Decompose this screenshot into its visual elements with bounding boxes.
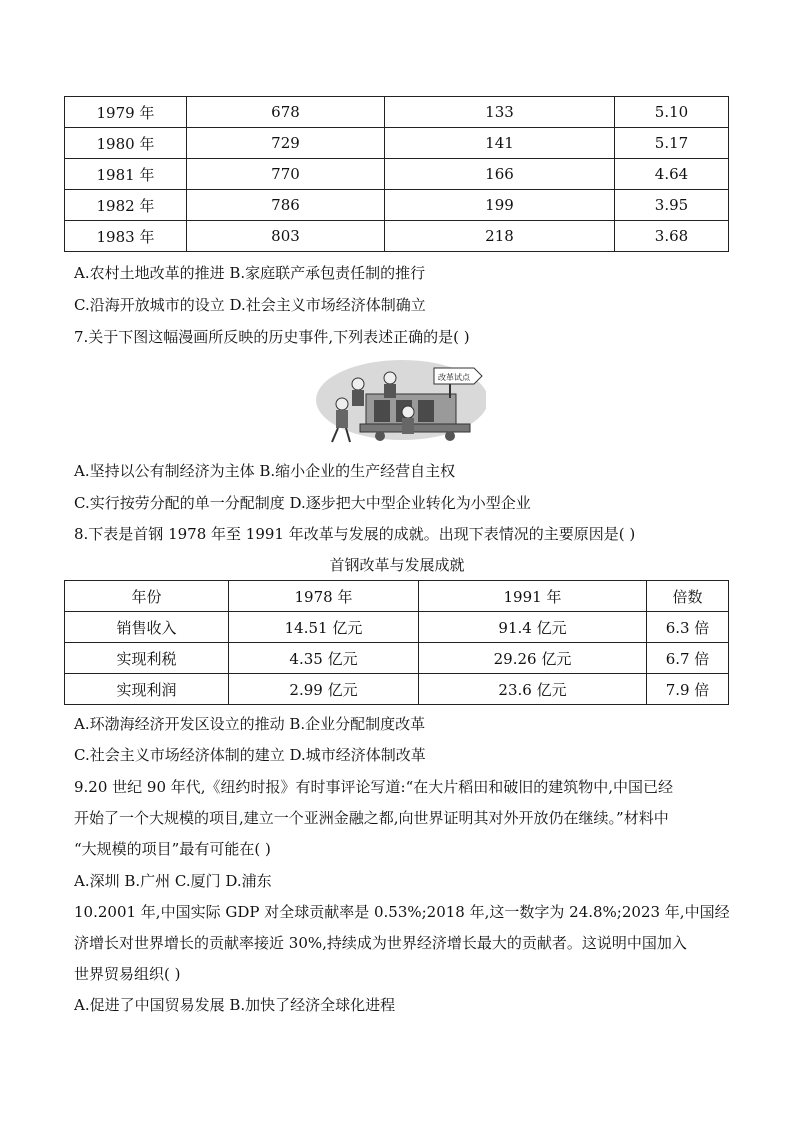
q7-stem: 7.关于下图这幅漫画所反映的历史事件,下列表述正确的是( ) [74, 328, 470, 346]
table-cell: 729 [187, 128, 385, 159]
table-header-cell: 1991 年 [419, 581, 647, 612]
table-cell: 199 [385, 190, 615, 221]
table-header-cell: 年份 [65, 581, 229, 612]
table-cell: 218 [385, 221, 615, 252]
table-cell: 133 [385, 97, 615, 128]
q10-stem-line3: 世界贸易组织( ) [74, 965, 181, 983]
table-cell: 14.51 亿元 [229, 612, 419, 643]
table-cell: 3.95 [615, 190, 729, 221]
table-row [65, 97, 729, 128]
table-cell: 803 [187, 221, 385, 252]
table-header-cell: 1978 年 [229, 581, 419, 612]
q7-options-ab: A.坚持以公有制经济为主体 B.缩小企业的生产经营自主权 [74, 462, 456, 480]
table-cell: 7.9 倍 [647, 674, 729, 705]
table-row [65, 221, 729, 252]
table-cell: 2.99 亿元 [229, 674, 419, 705]
table-header-cell: 倍数 [647, 581, 729, 612]
table-cell: 1982 年 [65, 190, 187, 221]
q9-stem-line2: 开始了一个大规模的项目,建立一个亚洲金融之都,向世界证明其对外开放仍在继续。”材料中 [74, 809, 669, 827]
table-cell: 1981 年 [65, 159, 187, 190]
table-cell: 4.64 [615, 159, 729, 190]
table-cell: 1979 年 [65, 97, 187, 128]
table-row [65, 159, 729, 190]
q10-stem-line2: 济增长对世界增长的贡献率接近 30%,持续成为世界经济增长最大的贡献者。这说明中国加入 [74, 934, 687, 952]
shougang-achievements-table [64, 580, 729, 705]
table-row [65, 674, 729, 705]
table-cell: 销售收入 [65, 612, 229, 643]
table-row [65, 190, 729, 221]
table-cell: 5.17 [615, 128, 729, 159]
table-cell: 786 [187, 190, 385, 221]
q9-stem-line1: 9.20 世纪 90 年代,《纽约时报》有时事评论写道:“在大片稻田和破旧的建筑物中,中国已经 [74, 778, 674, 796]
q8-options-cd: C.社会主义市场经济体制的建立 D.城市经济体制改革 [74, 746, 426, 764]
table-cell: 5.10 [615, 97, 729, 128]
table-row [65, 643, 729, 674]
q9-options: A.深圳 B.广州 C.厦门 D.浦东 [74, 872, 272, 890]
table-cell: 29.26 亿元 [419, 643, 647, 674]
reform-pilot-cartoon [310, 354, 486, 450]
table-cell: 3.68 [615, 221, 729, 252]
table-cell: 6.7 倍 [647, 643, 729, 674]
table-row [65, 128, 729, 159]
cartoon-sign-text: 改革试点 [438, 373, 470, 382]
q8-options-ab: A.环渤海经济开发区设立的推动 B.企业分配制度改革 [74, 715, 426, 733]
table-header-row [65, 581, 729, 612]
q7-options-cd: C.实行按劳分配的单一分配制度 D.逐步把大中型企业转化为小型企业 [74, 494, 531, 512]
q6-options-ab: A.农村土地改革的推进 B.家庭联产承包责任制的推行 [74, 264, 426, 282]
table-cell: 4.35 亿元 [229, 643, 419, 674]
table-cell: 678 [187, 97, 385, 128]
table-cell: 6.3 倍 [647, 612, 729, 643]
data-table-1979-1983 [64, 96, 729, 252]
table-cell: 770 [187, 159, 385, 190]
q8-table-title: 首钢改革与发展成就 [329, 556, 465, 574]
table-cell: 实现利税 [65, 643, 229, 674]
q9-stem-line3: “大规模的项目”最有可能在( ) [74, 840, 271, 858]
q10-stem-line1: 10.2001 年,中国实际 GDP 对全球贡献率是 0.53%;2018 年,这一数字为 24.8%;2023 年,中国经 [74, 903, 730, 921]
table-cell: 166 [385, 159, 615, 190]
table-row [65, 612, 729, 643]
table-cell: 1980 年 [65, 128, 187, 159]
table-cell: 23.6 亿元 [419, 674, 647, 705]
q6-options-cd: C.沿海开放城市的设立 D.社会主义市场经济体制确立 [74, 296, 426, 314]
table-cell: 实现利润 [65, 674, 229, 705]
table-cell: 141 [385, 128, 615, 159]
table-cell: 91.4 亿元 [419, 612, 647, 643]
q10-options-ab: A.促进了中国贸易发展 B.加快了经济全球化进程 [74, 996, 396, 1014]
table-cell: 1983 年 [65, 221, 187, 252]
q8-stem: 8.下表是首钢 1978 年至 1991 年改革与发展的成就。出现下表情况的主要原因是( ) [74, 525, 636, 543]
